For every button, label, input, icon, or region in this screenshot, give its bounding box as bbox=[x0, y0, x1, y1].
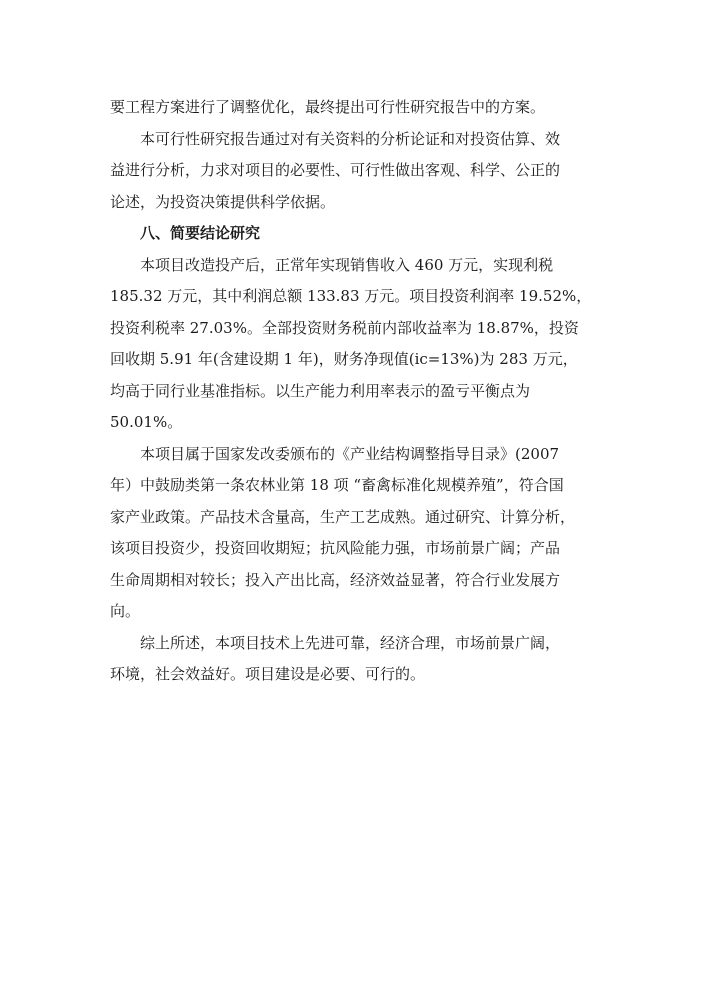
paragraph-line: 生命周期相对较长；投入产出比高，经济效益显著，符合行业发展方 bbox=[110, 570, 561, 589]
paragraph-line: 回收期 5.91 年(含建设期 1 年)，财务净现值(ic=13%)为 283 万元， bbox=[110, 350, 578, 368]
paragraph-line: 向。 bbox=[110, 602, 141, 620]
paragraph-line: 该项目投资少，投资回收期短；抗风险能力强，市场前景广阔；产品 bbox=[110, 539, 561, 557]
paragraph-line: 益进行分析，力求对项目的必要性、可行性做出客观、科学、公正的 bbox=[110, 161, 561, 179]
paragraph-line: 50.01%。 bbox=[110, 413, 183, 431]
paragraph-line: 185.32 万元，其中利润总额 133.83 万元。项目投资利润率 19.52%， bbox=[110, 287, 592, 305]
paragraph-line: 论述，为投资决策提供科学依据。 bbox=[110, 192, 336, 211]
paragraph-line: 投资利税率 27.03%。全部投资财务税前内部收益率为 18.87%，投资 bbox=[110, 318, 579, 337]
paragraph-line: 均高于同行业基准指标。以生产能力利用率表示的盈亏平衡点为 bbox=[110, 381, 531, 400]
section-heading: 八、简要结论研究 bbox=[140, 224, 261, 242]
paragraph-line: 年）中鼓励类第一条农林业第 18 项 “畜禽标准化规模养殖”，符合国 bbox=[110, 476, 564, 494]
paragraph-line: 家产业政策。产品技术含量高，生产工艺成熟。通过研究、计算分析， bbox=[110, 507, 576, 526]
paragraph-line: 本项目属于国家发改委颁布的《产业结构调整指导目录》(2007 bbox=[140, 444, 560, 463]
paragraph-line: 综上所述，本项目技术上先进可靠，经济合理，市场前景广阔， bbox=[140, 633, 561, 652]
paragraph-line: 本项目改造投产后，正常年实现销售收入 460 万元，实现利税 bbox=[140, 255, 554, 274]
paragraph-line: 环境，社会效益好。项目建设是必要、可行的。 bbox=[110, 665, 426, 683]
paragraph-continued-line: 要工程方案进行了调整优化，最终提出可行性研究报告中的方案。 bbox=[110, 98, 546, 116]
paragraph-line: 本可行性研究报告通过对有关资料的分析论证和对投资估算、效 bbox=[140, 129, 561, 148]
document-body bbox=[110, 92, 620, 691]
